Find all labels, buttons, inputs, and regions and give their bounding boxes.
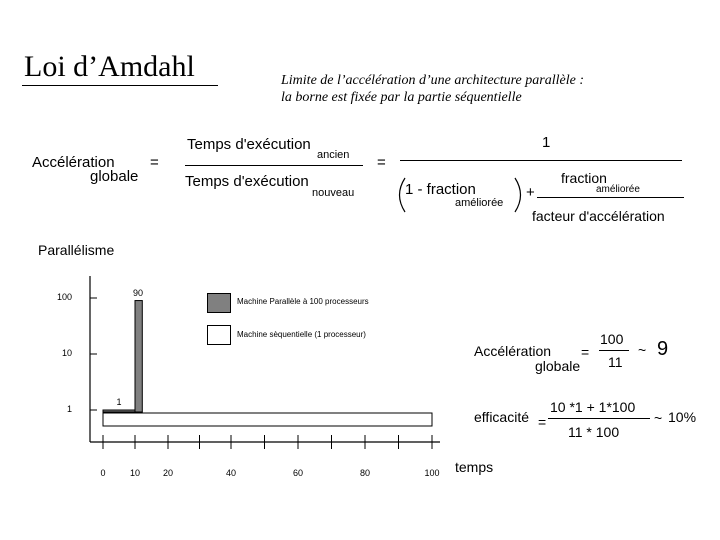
x-tick-label-100: 100 — [424, 468, 440, 478]
chart-y-axis-label: Parallélisme — [38, 242, 115, 258]
formula-plus: + — [526, 184, 535, 201]
x-tick-label-0: 0 — [100, 468, 106, 478]
subtitle-line-2: la borne est fixée par la partie séquentielle — [281, 90, 522, 105]
result-accel-approx: ~ — [638, 342, 647, 358]
result-eff-approx: ~ — [654, 410, 663, 426]
formula-rhs-paren-subscript: améliorée — [455, 197, 504, 209]
sequential-bar-0 — [103, 413, 432, 426]
x-tick-label-60: 60 — [293, 468, 304, 478]
formula-lhs-line-2: globale — [90, 168, 139, 185]
formula-inner-numerator: fraction — [561, 170, 607, 186]
x-tick-label-20: 20 — [163, 468, 174, 478]
subtitle-line-1: Limite de l’accélération d’une architecture parallèle : — [281, 73, 584, 88]
formula-numerator-subscript: ancien — [317, 149, 350, 161]
x-tick-label-40: 40 — [226, 468, 237, 478]
legend-label-parallel: Machine Parallèle à 100 processeurs — [237, 297, 369, 306]
formula-equals-1: = — [150, 154, 159, 171]
result-accel-line-1: Accélération — [474, 343, 552, 359]
bar-data-label-1: 1 — [116, 397, 122, 407]
result-eff-fraction-bar — [548, 418, 650, 419]
formula-numerator: Temps d'exécution — [187, 136, 311, 153]
result-accel-fraction-bar — [599, 350, 629, 351]
result-accel-numerator: 100 — [600, 331, 624, 347]
result-accel-line-2: globale — [535, 358, 581, 374]
result-eff-equals: = — [538, 414, 547, 430]
formula-rhs-paren-term: 1 - fraction — [405, 181, 476, 198]
result-accel-denominator: 11 — [608, 354, 623, 370]
parallel-bar-1 — [135, 301, 142, 412]
result-eff-denominator: 11 * 100 — [568, 424, 620, 440]
y-tick-label-10: 10 — [62, 348, 73, 358]
formula-rhs-numerator: 1 — [542, 134, 551, 151]
result-eff-label: efficacité — [474, 409, 529, 425]
x-tick-label-10: 10 — [130, 468, 141, 478]
formula-equals-2: = — [377, 154, 386, 171]
formula-inner-denominator: facteur d'accélération — [532, 208, 665, 224]
y-tick-label-100: 100 — [57, 292, 73, 302]
formula-inner-numerator-subscript: améliorée — [596, 184, 640, 195]
result-eff-numerator: 10 *1 + 1*100 — [550, 399, 636, 415]
bar-data-label-90: 90 — [133, 287, 144, 298]
chart-x-axis-label: temps — [455, 459, 494, 475]
formula-lhs-line-1: Accélération — [32, 154, 115, 171]
chart-marks — [103, 301, 432, 426]
legend-swatch-parallel — [207, 293, 231, 313]
page-title: Loi d’Amdahl — [24, 50, 195, 83]
result-accel-value: 9 — [657, 338, 669, 360]
result-eff-value: 10% — [668, 409, 697, 425]
formula-denominator: Temps d'exécution — [185, 173, 309, 190]
result-accel-equals: = — [581, 344, 590, 360]
y-tick-label-1: 1 — [67, 404, 73, 414]
legend-swatch-sequential — [207, 325, 231, 345]
x-tick-label-80: 80 — [360, 468, 371, 478]
formula-denominator-subscript: nouveau — [312, 187, 355, 199]
legend-label-sequential: Machine sèquentielle (1 processeur) — [237, 330, 366, 339]
parallel-bar-0 — [103, 410, 135, 412]
